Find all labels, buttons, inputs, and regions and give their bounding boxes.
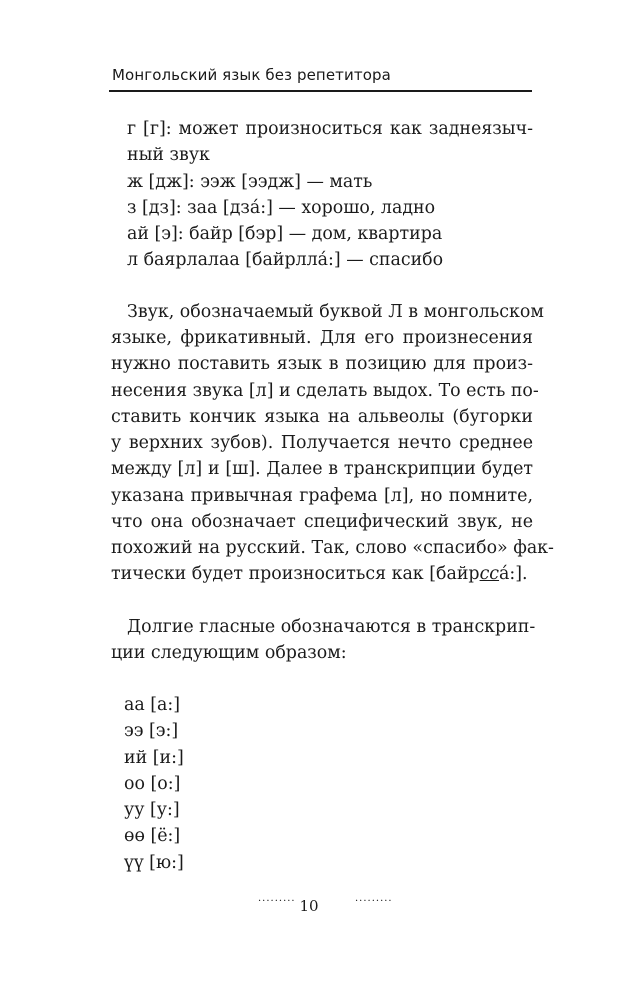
- vowel-item: ээ [э:]: [124, 721, 179, 741]
- paragraph-line: ции следующим образом:: [111, 643, 347, 663]
- example-line: л баярлалаа [байрлла́:] — спасибо: [127, 250, 444, 270]
- paragraph-line: что она обозначает специфический звук, не: [111, 512, 533, 532]
- dots-right: ·········: [355, 896, 393, 907]
- vowel-item: ий [и:]: [124, 748, 184, 768]
- example-line: ай [э]: байр [бэр] — дом, квартира: [127, 224, 443, 244]
- paragraph-line: похожий на русский. Так, слово «спасибо» фак-: [111, 538, 554, 558]
- paragraph-line: Звук, обозначаемый буквой Л в монгольском: [127, 302, 544, 322]
- header-rule: [109, 90, 532, 92]
- vowel-item: аа [а:]: [124, 695, 181, 715]
- example-line: ж [дж]: ээж [ээдж] — мать: [127, 172, 373, 192]
- paragraph-text: тически будет произноситься как [байр: [111, 564, 480, 584]
- page-number: 10: [299, 897, 319, 915]
- paragraph-line: указана привычная графема [л], но помните,: [111, 486, 533, 506]
- paragraph-line: у верхних зубов). Получается нечто среднее: [111, 433, 533, 453]
- paragraph-line: Долгие гласные обозначаются в транскрип-: [127, 617, 536, 637]
- vowel-item: өө [ё:]: [124, 826, 181, 846]
- paragraph-line: языке, фрикативный. Для его произнесения: [111, 328, 533, 348]
- emphasized-text: сс: [479, 564, 500, 584]
- dots-left: ·········: [258, 896, 296, 907]
- running-head: Монгольский язык без репетитора: [112, 66, 391, 84]
- vowel-item: уу [у:]: [124, 800, 180, 820]
- example-line: з [дз]: заа [дза́:] — хорошо, ладно: [127, 198, 436, 218]
- paragraph-line: [111, 561, 533, 587]
- example-line: г [г]: может произноситься как заднеязыч-: [127, 119, 533, 139]
- paragraph-line: между [л] и [ш]. Далее в транскрипции будет: [111, 459, 533, 479]
- paragraph-line: нужно поставить язык в позицию для произ-: [111, 354, 533, 374]
- vowel-item: оо [о:]: [124, 774, 181, 794]
- example-line: ный звук: [127, 145, 210, 165]
- paragraph-line: несения звука [л] и сделать выдох. То есть по-: [111, 381, 539, 401]
- vowel-item: үү [ю:]: [124, 853, 184, 873]
- paragraph-text: а́:].: [499, 564, 528, 584]
- paragraph-line: ставить кончик языка на альвеолы (бугорки: [111, 407, 533, 427]
